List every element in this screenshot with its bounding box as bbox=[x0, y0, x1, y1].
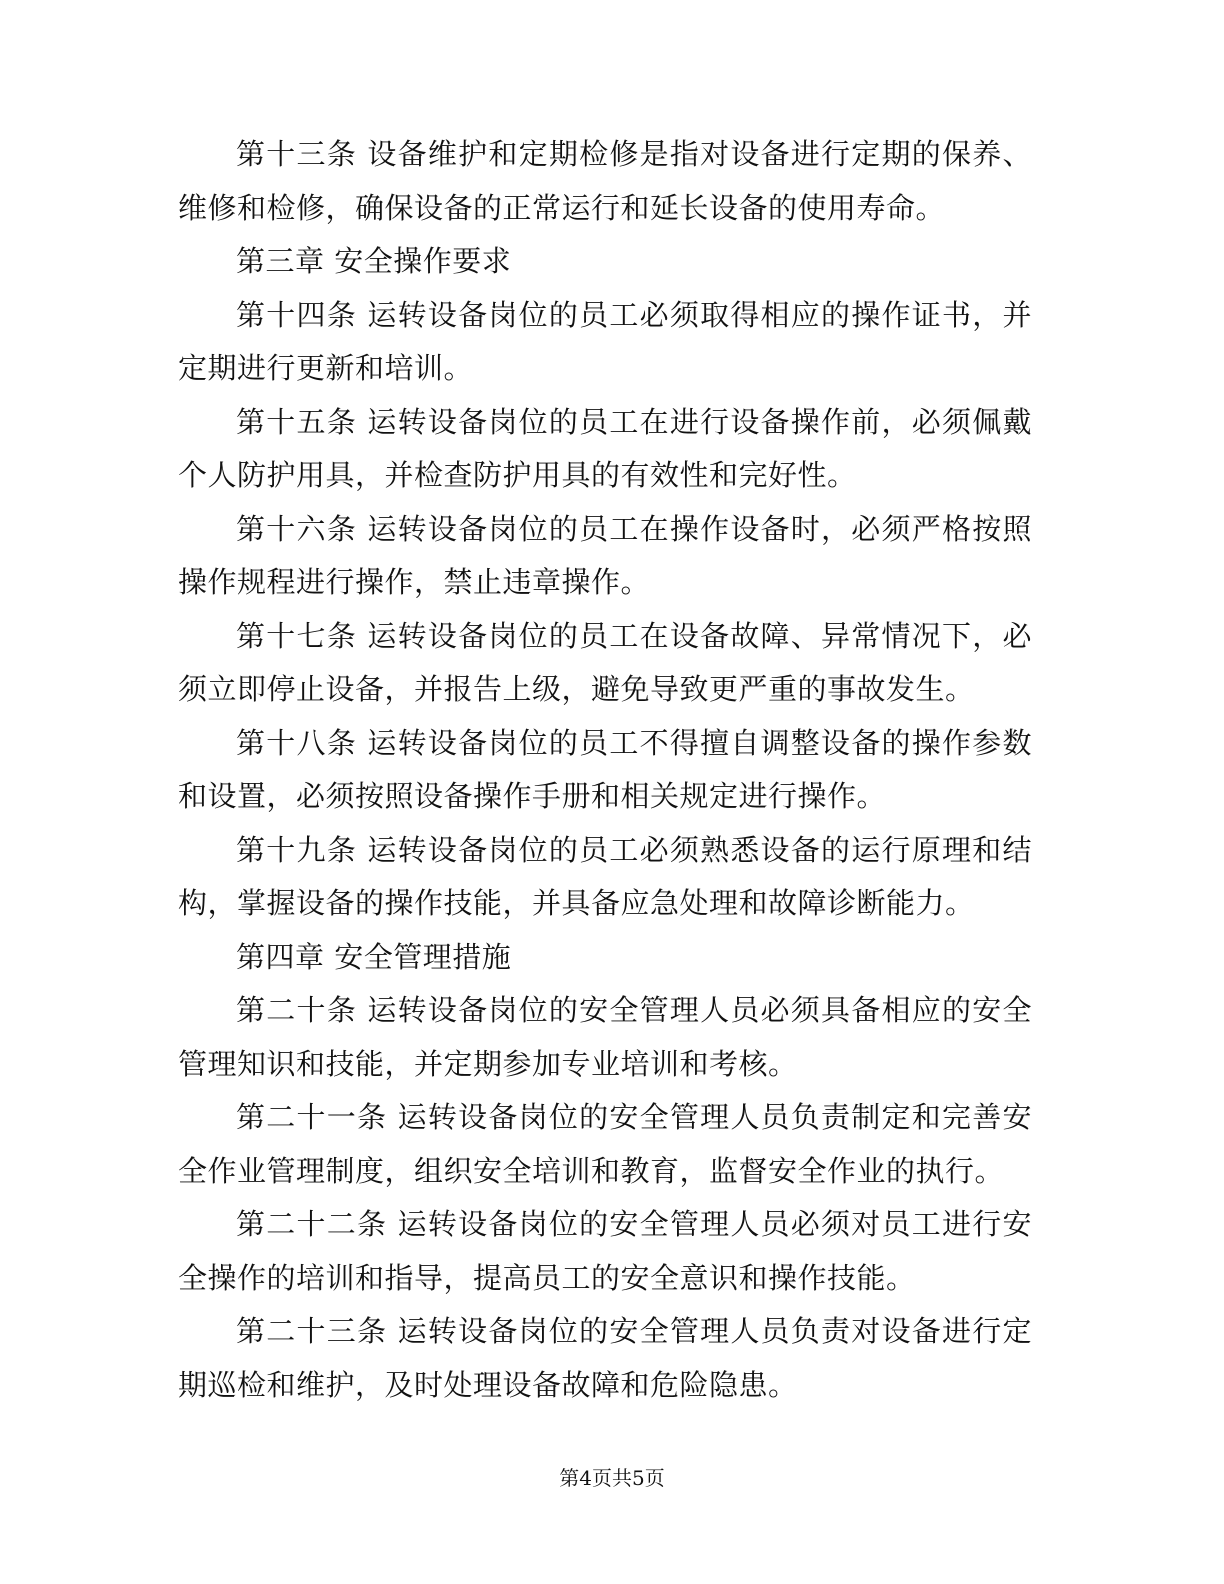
article-18: 第十八条 运转设备岗位的员工不得擅自调整设备的操作参数和设置，必须按照设备操作手册和相关规定进行操作。 bbox=[178, 725, 1032, 813]
chapter-4-heading: 第四章 安全管理措施 bbox=[236, 939, 512, 974]
article-16: 第十六条 运转设备岗位的员工在操作设备时，必须严格按照操作规程进行操作，禁止违章操作。 bbox=[178, 511, 1032, 599]
article-21: 第二十一条 运转设备岗位的安全管理人员负责制定和完善安全作业管理制度，组织安全培训和教育，监督安全作业的执行。 bbox=[178, 1100, 1032, 1188]
article-13: 第十三条 设备维护和定期检修是指对设备进行定期的保养、维修和检修，确保设备的正常运行和延长设备的使用寿命。 bbox=[178, 137, 1032, 225]
article-15: 第十五条 运转设备岗位的员工在进行设备操作前，必须佩戴个人防护用具，并检查防护用具的有效性和完好性。 bbox=[178, 404, 1032, 492]
article-23: 第二十三条 运转设备岗位的安全管理人员负责对设备进行定期巡检和维护，及时处理设备故障和危险隐患。 bbox=[178, 1314, 1032, 1402]
page-number: 第4页共5页 bbox=[559, 1466, 665, 1490]
chapter-3-heading: 第三章 安全操作要求 bbox=[236, 244, 512, 278]
article-19: 第十九条 运转设备岗位的员工必须熟悉设备的运行原理和结构，掌握设备的操作技能，并具备应急处理和故障诊断能力。 bbox=[178, 832, 1032, 920]
article-14: 第十四条 运转设备岗位的员工必须取得相应的操作证书，并定期进行更新和培训。 bbox=[178, 297, 1032, 385]
article-22: 第二十二条 运转设备岗位的安全管理人员必须对员工进行安全操作的培训和指导，提高员工的安全意识和操作技能。 bbox=[178, 1207, 1032, 1295]
article-17: 第十七条 运转设备岗位的员工在设备故障、异常情况下，必须立即停止设备，并报告上级，避免导致更严重的事故发生。 bbox=[178, 618, 1032, 706]
document-body bbox=[178, 128, 1032, 1412]
article-20: 第二十条 运转设备岗位的安全管理人员必须具备相应的安全管理知识和技能，并定期参加专业培训和考核。 bbox=[178, 993, 1032, 1081]
